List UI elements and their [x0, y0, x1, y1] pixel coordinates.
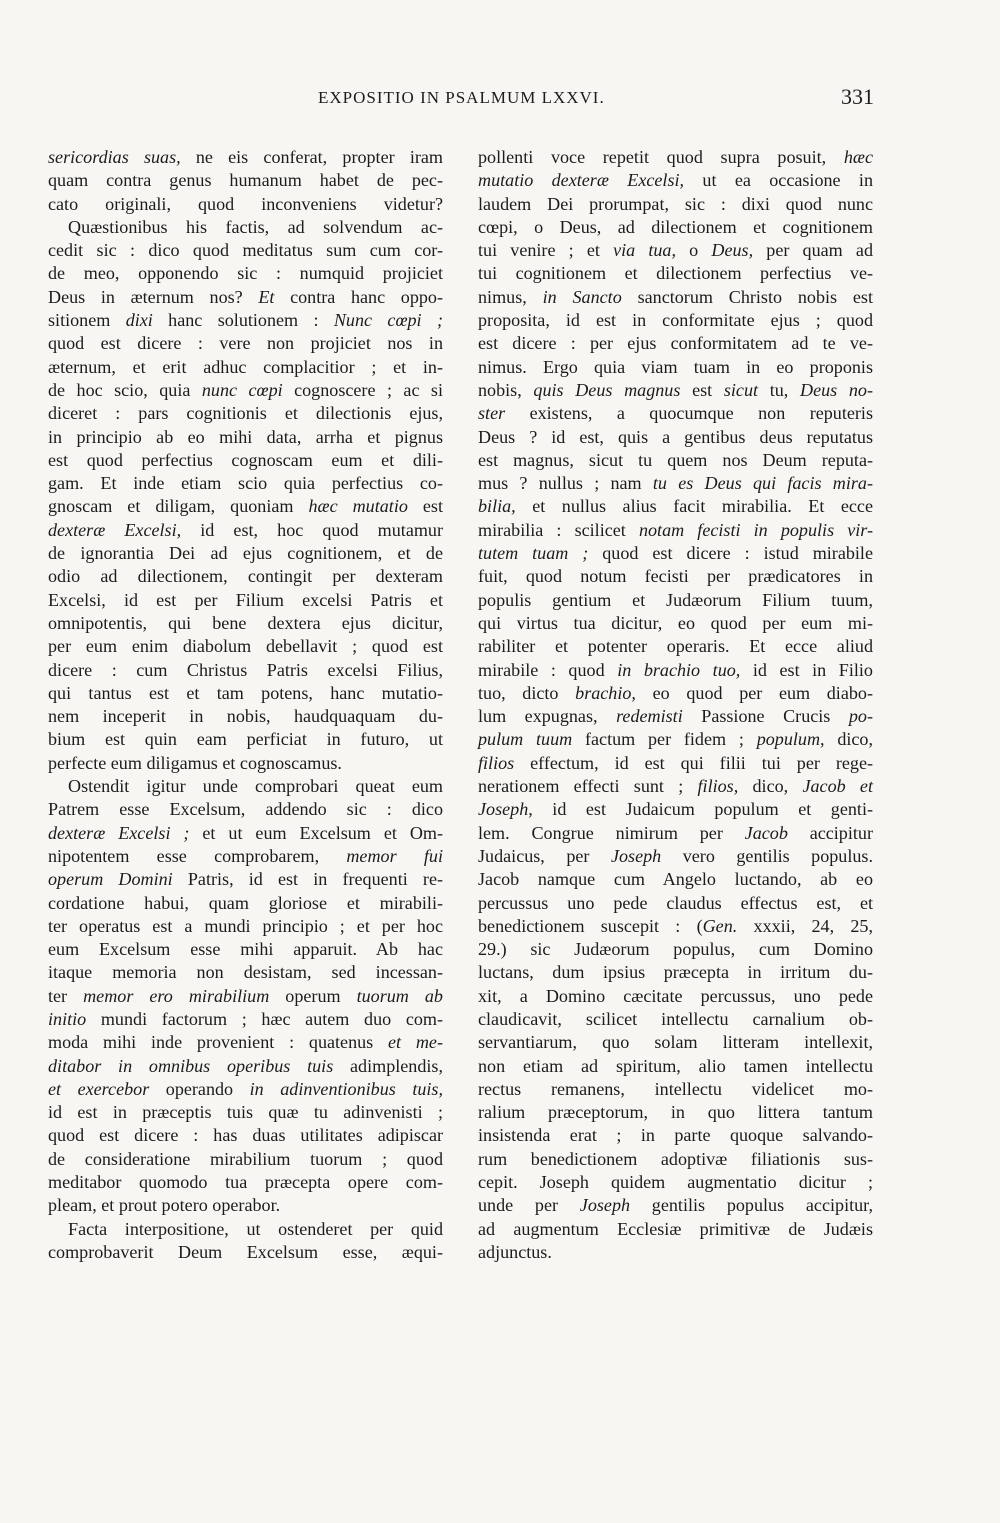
text-line [48, 472, 443, 495]
italic-text: dexteræ Excelsi ; [48, 822, 190, 843]
text-line [48, 659, 443, 682]
text-segment: est magnus, sicut tu quem nos Deum reputa- [478, 449, 873, 470]
text-segment: cedit sic : dico quod meditatus sum cum cor- [48, 240, 443, 261]
text-segment: sanctorum Christo nobis est [621, 286, 874, 307]
text-line [478, 1148, 873, 1171]
right-column [478, 146, 873, 1264]
text-line [48, 146, 443, 169]
text-line [478, 449, 873, 472]
text-line [48, 1218, 443, 1241]
text-segment: o [676, 240, 712, 261]
text-segment: dico, [824, 729, 874, 750]
text-line [478, 938, 873, 961]
text-line [478, 822, 873, 845]
italic-text: Nunc cœpi ; [333, 310, 443, 331]
text-line [478, 146, 873, 169]
italic-text: filios [478, 752, 515, 773]
text-line [48, 1124, 443, 1147]
text-segment: est quod perfectius cognoscam eum et dili- [48, 449, 443, 470]
text-segment: in principio ab eo mihi data, arrha et pignus [48, 426, 443, 447]
left-column [48, 146, 443, 1264]
text-segment: et nullus alius facit mirabilia. Et ecce [515, 496, 873, 517]
text-segment: effectum, id est qui filii tui per rege- [514, 752, 873, 773]
text-segment: est dicere : per ejus conformitatem ad te ve- [478, 333, 873, 354]
text-line [48, 961, 443, 984]
text-line [478, 495, 873, 518]
text-segment: proposita, id est in conformitate ejus ; quod [478, 310, 873, 331]
text-segment: xit, a Domino cæcitate percussus, uno pede [478, 985, 873, 1006]
text-line [478, 728, 873, 751]
text-line [478, 1194, 873, 1217]
text-segment: gam. Et inde etiam scio quia perfectius co- [48, 473, 443, 494]
text-segment: adimplendis, [333, 1055, 443, 1076]
text-segment: servantiarum, quo solam litteram intellexit, [478, 1032, 873, 1053]
text-segment: mus ? nullus ; nam [478, 473, 653, 494]
italic-text: pulum tuum [478, 729, 573, 750]
text-line [478, 705, 873, 728]
text-line [48, 728, 443, 751]
text-line [478, 775, 873, 798]
text-line [48, 542, 443, 565]
text-segment: eum Excelsum esse mihi apparuit. Ab hac [48, 939, 443, 960]
text-line [48, 519, 443, 542]
text-line [48, 402, 443, 425]
text-segment: Deus ? id est, quis a gentibus deus reputatus [478, 426, 873, 447]
italic-text: Deus, [711, 240, 754, 261]
text-segment: contra hanc oppo- [274, 286, 443, 307]
text-segment: æternum, et erit adhuc complacitior ; et in- [48, 356, 443, 377]
italic-text: operum Domini [48, 869, 173, 890]
text-segment: cordatione habui, quam gloriose et mirabili- [48, 892, 443, 913]
text-segment: Passione Crucis [682, 706, 849, 727]
text-line [478, 892, 873, 915]
italic-text: dexteræ Excelsi, [48, 519, 182, 540]
text-segment: 29.) sic Judæorum populus, cum Domino [478, 939, 873, 960]
italic-text: filios, [697, 776, 739, 797]
text-line [48, 286, 443, 309]
italic-text: po- [848, 706, 873, 727]
text-line [48, 589, 443, 612]
text-line [48, 822, 443, 845]
text-line [48, 356, 443, 379]
italic-text: brachio, [575, 682, 636, 703]
text-line [478, 379, 873, 402]
text-line [48, 938, 443, 961]
text-line [478, 635, 873, 658]
text-segment: claudicavit, scilicet intellectu carnalium ob- [478, 1008, 873, 1029]
text-line [48, 1101, 443, 1124]
italic-text: mutatio dexteræ Excelsi, [478, 170, 685, 191]
text-line [48, 1031, 443, 1054]
text-segment: factum per fidem ; [572, 729, 757, 750]
text-segment: accipitur [787, 822, 873, 843]
italic-text: Joseph, [478, 799, 533, 820]
italic-text: hæc [843, 147, 873, 167]
text-segment: id est in præceptis tuis quæ tu adinvenisti ; [48, 1102, 443, 1123]
text-line [48, 379, 443, 402]
italic-text: hæc mutatio [308, 496, 408, 517]
text-segment: Ostendit igitur unde comprobari queat eum [68, 776, 443, 797]
text-line [478, 659, 873, 682]
text-segment: laudem Dei prorumpat, sic : dixi quod nunc [478, 193, 873, 214]
text-line [478, 1101, 873, 1124]
text-line [48, 1241, 443, 1264]
text-line [48, 798, 443, 821]
text-segment: operando [149, 1078, 250, 1099]
text-segment: Facta interpositione, ut ostenderet per quid [68, 1218, 443, 1239]
text-line [478, 1171, 873, 1194]
italic-text: sericordias suas, [48, 147, 181, 167]
text-segment: est [407, 496, 443, 517]
text-segment: sitionem [48, 310, 126, 331]
italic-text: Jacob et [802, 776, 873, 797]
text-line [478, 915, 873, 938]
text-segment: cœpi, o Deus, ad dilectionem et cognitionem [478, 216, 873, 237]
text-segment: nipotentem esse comprobarem, [48, 845, 347, 866]
italic-text: Gen. [702, 915, 738, 936]
text-segment: gnoscam et diligam, quoniam [48, 496, 309, 517]
text-line [478, 519, 873, 542]
text-segment: Patrem esse Excelsum, addendo sic : dico [48, 799, 443, 820]
italic-text: tu es Deus qui facis mira- [652, 473, 873, 494]
text-line [478, 1241, 873, 1264]
text-line [478, 1008, 873, 1031]
text-segment: Judaicus, per [478, 845, 611, 866]
text-line [48, 752, 443, 775]
text-line [478, 612, 873, 635]
text-segment: ter operatus est a mundi principio ; et per hoc [48, 915, 443, 936]
text-segment: operum [269, 985, 357, 1006]
italic-text: memor fui [346, 845, 443, 866]
italic-text: populum, [756, 729, 825, 750]
text-line [478, 752, 873, 775]
text-segment: de ignorantia Dei ad ejus cognitionem, et de [48, 543, 443, 564]
italic-text: et exercebor [48, 1078, 150, 1099]
text-segment: pollenti voce repetit quod supra posuit, [478, 147, 844, 167]
italic-text: Joseph [610, 845, 662, 866]
text-segment: itaque memoria non desistam, sed incessan- [48, 962, 443, 983]
text-line [48, 216, 443, 239]
text-line [48, 705, 443, 728]
text-line [478, 1055, 873, 1078]
italic-text: nunc cœpi [201, 379, 283, 400]
text-segment: diceret : pars cognitionis et dilectionis ejus, [48, 403, 443, 424]
italic-text: redemisti [616, 706, 683, 727]
text-line [478, 985, 873, 1008]
text-segment: cato originali, quod inconveniens videtur? [48, 193, 443, 214]
italic-text: Joseph [579, 1195, 631, 1216]
text-segment: tu, [758, 379, 800, 400]
text-segment: qui virtus tua dicitur, eo quod per eum mi- [478, 612, 873, 633]
text-segment: Patris, id est in frequenti re- [172, 869, 443, 890]
italic-text: quis Deus magnus [533, 379, 681, 400]
text-line [478, 309, 873, 332]
text-segment: ter [48, 985, 84, 1006]
text-segment: perfecte eum diligamus et cognoscamus. [48, 752, 342, 773]
text-segment: nerationem effecti sunt ; [478, 776, 698, 797]
text-segment: ad augmentum Ecclesiæ primitivæ de Judæis [478, 1218, 873, 1239]
text-segment: ne eis conferat, propter iram [180, 147, 443, 167]
text-line [48, 426, 443, 449]
text-segment: est [680, 379, 724, 400]
text-line [478, 402, 873, 425]
text-line [48, 309, 443, 332]
text-line [478, 542, 873, 565]
text-segment: moda mihi inde provenient : quatenus [48, 1032, 389, 1053]
text-segment: Jacob namque cum Angelo luctando, ab eo [478, 869, 873, 890]
text-segment: bium est quin eam perficiat in futuro, ut [48, 729, 443, 750]
italic-text: tuorum ab [356, 985, 443, 1006]
text-segment: quod est dicere : vere non projiciet nos in [48, 333, 443, 354]
text-segment: Excelsi, id est per Filium excelsi Patris et [48, 589, 443, 610]
text-segment: id est, hoc quod mutamur [181, 519, 443, 540]
text-line [48, 495, 443, 518]
text-segment: rum benedictionem adoptivæ filiationis sus- [478, 1148, 873, 1169]
italic-text: via tua, [613, 240, 676, 261]
text-line [478, 1078, 873, 1101]
text-segment: id est in Filio [740, 659, 873, 680]
text-segment: gentilis populus accipitur, [630, 1195, 873, 1216]
text-segment: insistenda erat ; in parte quoque salvando- [478, 1125, 873, 1146]
italic-text: in adinventionibus tuis, [249, 1078, 443, 1099]
text-segment: comprobaverit Deum Excelsum esse, æqui- [48, 1241, 443, 1262]
text-line [48, 1055, 443, 1078]
text-line [48, 193, 443, 216]
text-line [48, 775, 443, 798]
text-line [48, 915, 443, 938]
italic-text: dixi [125, 310, 153, 331]
text-segment: lem. Congrue nimirum per [478, 822, 745, 843]
text-segment: vero gentilis populus. [661, 845, 873, 866]
text-line [478, 1124, 873, 1147]
text-line [478, 798, 873, 821]
text-segment: de consideratione mirabilium tuorum ; quod [48, 1148, 443, 1169]
text-line [48, 635, 443, 658]
text-segment: odio ad dilectionem, contingit per dexteram [48, 566, 443, 587]
text-line [48, 845, 443, 868]
text-line [478, 262, 873, 285]
text-segment: populis gentium et Judæorum Filium tuum, [478, 589, 873, 610]
text-line [478, 239, 873, 262]
text-line [48, 169, 443, 192]
text-line [48, 682, 443, 705]
text-line [48, 262, 443, 285]
text-segment: eo quod per eum diabo- [635, 682, 873, 703]
italic-text: Deus no- [800, 379, 873, 400]
text-segment: percussus uno pede claudus effectus est, et [478, 892, 873, 913]
text-segment: Deus in æternum nos? [48, 286, 259, 307]
text-line [48, 239, 443, 262]
text-segment: xxxii, 24, 25, [737, 915, 873, 936]
text-segment: de hoc scio, quia [48, 379, 202, 400]
page-number: 331 [841, 84, 874, 109]
text-segment: non etiam ad spiritum, alio tamen intellectu [478, 1055, 873, 1076]
text-line [478, 868, 873, 891]
text-line [478, 356, 873, 379]
italic-text: notam fecisti in populis vir- [638, 519, 873, 540]
text-line [478, 682, 873, 705]
text-segment: tui venire ; et [478, 240, 614, 261]
text-segment: lum expugnas, [478, 706, 617, 727]
text-segment: existens, a quocumque non reputeris [505, 403, 873, 424]
italic-text: Jacob [744, 822, 788, 843]
text-segment: Quæstionibus his factis, ad solvendum ac- [68, 216, 443, 237]
text-segment: unde per [478, 1195, 580, 1216]
text-segment: ralium præceptorum, in quo littera tantum [478, 1102, 873, 1123]
italic-text: Et [258, 286, 275, 307]
text-segment: qui tantus est et tam potens, hanc mutatio- [48, 682, 443, 703]
text-segment: nimus. Ergo quia viam tuam in eo proponis [478, 356, 873, 377]
text-line [478, 169, 873, 192]
text-segment: id est Judaicum populum et genti- [532, 799, 873, 820]
text-line [478, 216, 873, 239]
text-segment: mundi factorum ; hæc autem duo com- [86, 1008, 443, 1029]
text-segment: fuit, quod notum fecisti per prædicatores in [478, 566, 873, 587]
text-segment: quod est dicere : istud mirabile [588, 543, 873, 564]
text-segment: tui cognitionem et dilectionem perfectius ve- [478, 263, 873, 284]
text-line [478, 1218, 873, 1241]
text-segment: rabiliter et potenter operaris. Et ecce aliud [478, 636, 873, 657]
text-segment: luctans, dum ipsius præcepta in irritum du- [478, 962, 873, 983]
text-segment: quod est dicere : has duas utilitates adipiscar [48, 1125, 443, 1146]
text-line [48, 1148, 443, 1171]
text-segment: tuo, dicto [478, 682, 576, 703]
text-segment: rectus remanens, intellectu videlicet mo- [478, 1078, 873, 1099]
text-segment: meditabor quomodo tua præcepta opere com- [48, 1172, 443, 1193]
text-line [478, 589, 873, 612]
text-segment: de meo, opponendo sic : numquid projiciet [48, 263, 443, 284]
italic-text: bilia, [478, 496, 516, 517]
text-segment: quam contra genus humanum habet de pec- [48, 170, 443, 191]
italic-text: initio [48, 1008, 87, 1029]
text-segment: cognoscere ; ac si [282, 379, 444, 400]
italic-text: in Sancto [542, 286, 622, 307]
text-line [48, 1194, 443, 1217]
text-line [48, 985, 443, 1008]
text-segment: per eum enim diabolum debellavit ; quod est [48, 636, 443, 657]
text-segment: dicere : cum Christus Patris excelsi Filius, [48, 659, 443, 680]
text-line [478, 426, 873, 449]
text-segment: pleam, et prout potero operabor. [48, 1195, 281, 1216]
text-line [48, 449, 443, 472]
text-segment: nimus, [478, 286, 543, 307]
text-line [48, 1171, 443, 1194]
running-title: EXPOSITIO IN PSALMUM LXXVI. [318, 88, 605, 107]
text-line [478, 845, 873, 868]
text-line [478, 565, 873, 588]
text-line [48, 565, 443, 588]
text-line [48, 868, 443, 891]
text-segment: ut ea occasione in [684, 170, 873, 191]
italic-text: memor ero mirabilium [83, 985, 270, 1006]
text-segment: per quam ad [753, 240, 873, 261]
text-line [48, 892, 443, 915]
italic-text: ditabor in omnibus operibus tuis [48, 1055, 334, 1076]
text-line [478, 332, 873, 355]
italic-text: sicut [723, 379, 759, 400]
text-segment: omnipotentis, qui bene dextera ejus dicitur, [48, 612, 443, 633]
text-segment: hanc solutionem : [152, 310, 334, 331]
text-segment: mirabile : quod [478, 659, 618, 680]
italic-text: tutem tuam ; [478, 543, 589, 564]
text-line [478, 1031, 873, 1054]
text-segment: benedictionem suscepit : ( [478, 915, 703, 936]
text-segment: mirabilia : scilicet [478, 519, 639, 540]
text-line [48, 332, 443, 355]
text-segment: dico, [738, 776, 803, 797]
text-line [48, 1008, 443, 1031]
text-segment: et ut eum Excelsum et Om- [189, 822, 444, 843]
text-line [48, 1078, 443, 1101]
italic-text: ster [478, 403, 506, 424]
text-line [478, 193, 873, 216]
text-line [48, 612, 443, 635]
italic-text: et me- [388, 1032, 443, 1053]
text-segment: adjunctus. [478, 1241, 552, 1262]
text-line [478, 286, 873, 309]
text-segment: nobis, [478, 379, 534, 400]
italic-text: in brachio tuo, [617, 659, 741, 680]
text-segment: cepit. Joseph quidem augmentatio dicitur ; [478, 1172, 873, 1193]
text-line [478, 472, 873, 495]
text-line [478, 961, 873, 984]
text-segment: nem inceperit in nobis, haudquaquam du- [48, 706, 443, 727]
